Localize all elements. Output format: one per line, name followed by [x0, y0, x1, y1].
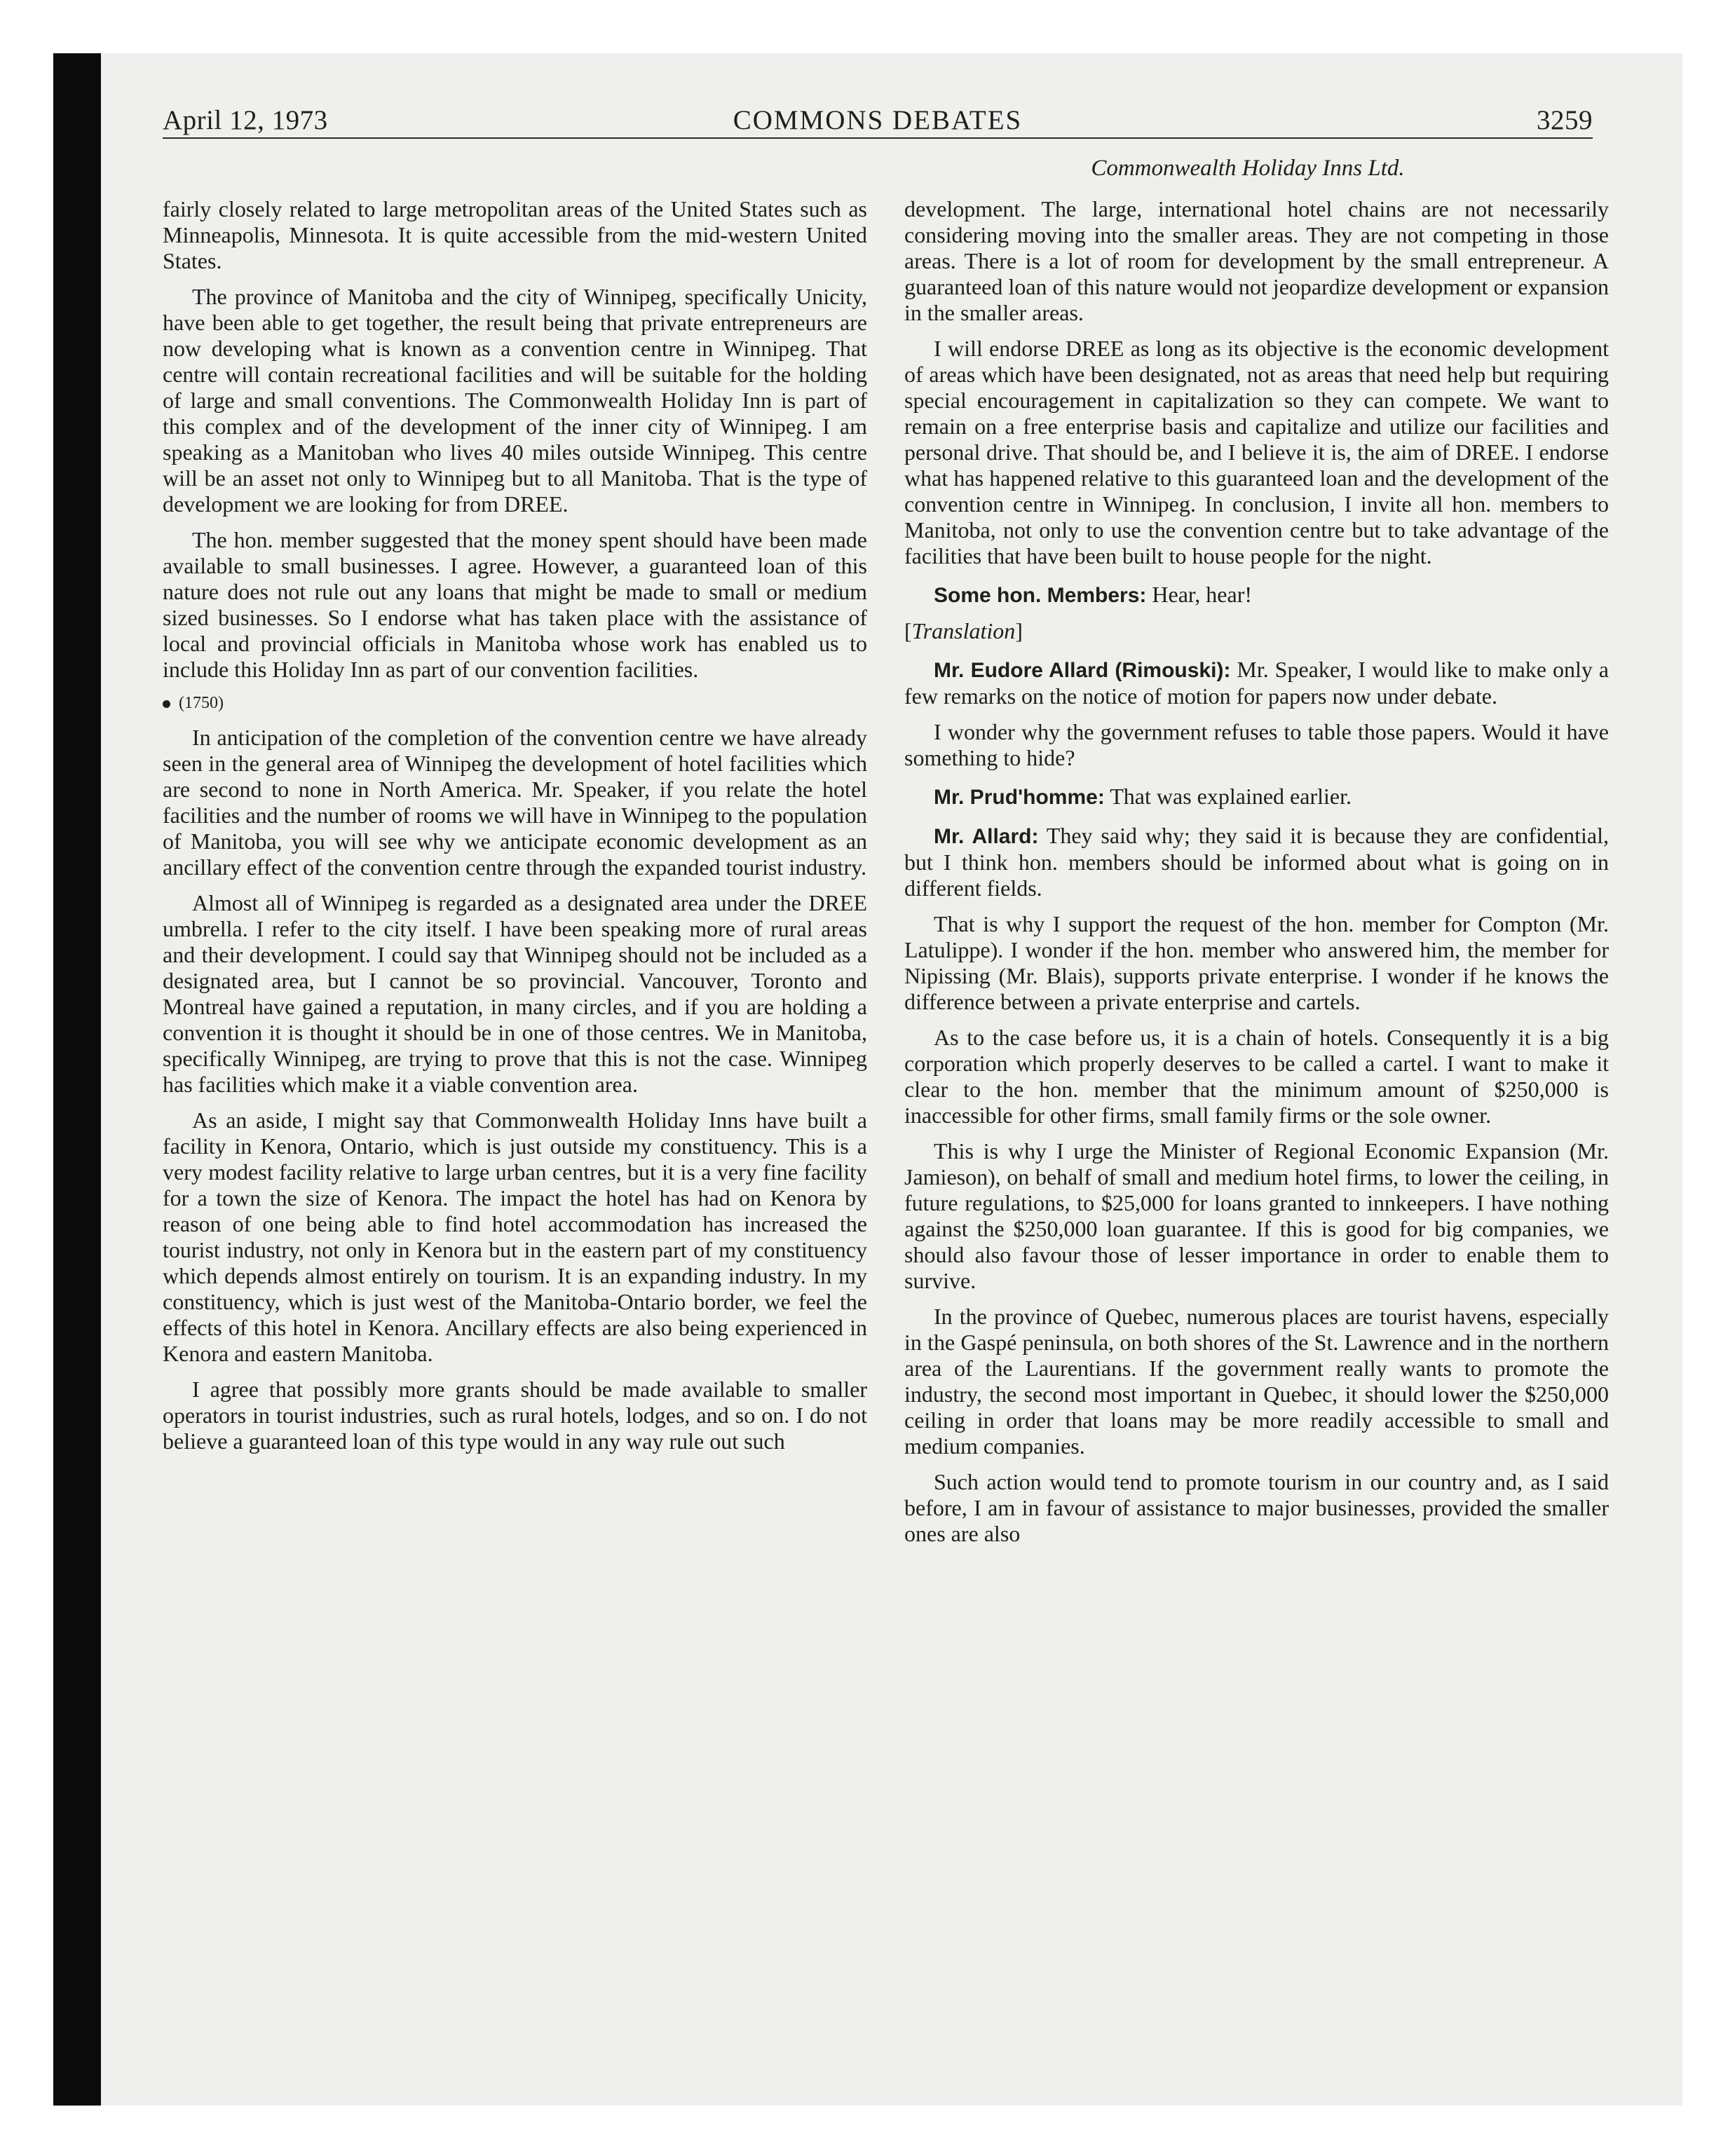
header-title: COMMONS DEBATES — [733, 105, 1023, 135]
paragraph: The province of Manitoba and the city of Winnipeg, specifically Unicity, have been able to get together, the result being that private entrepreneurs are now developing what is known as a convention centre in Winnipeg. That centre will contain recreational facilities and will be suitable for the holding of large and small conventions. The Commonwealth Holiday Inn is part of this complex and of the development of the inner city of Winnipeg. I am speaking as a Manitoban who lives 40 miles outside Winnipeg. This centre will be an asset not only to Winnipeg but to all Manitoba. That is the type of development we are looking for from DREE. — [163, 284, 867, 517]
speech-text: Hear, hear! — [1146, 582, 1252, 607]
speaker-name: Mr. Allard: — [934, 825, 1039, 848]
paragraph: development. The large, international hotel chains are not necessarily considering moving into the smaller areas. They are not competing in those areas. There is a lot of room for development by the small entrepreneur. A guaranteed loan of this nature would not jeopardize development or expansion in the smaller areas. — [904, 196, 1609, 325]
header-date: April 12, 1973 — [163, 105, 328, 135]
speech-text: That was explained earlier. — [1104, 784, 1352, 809]
speech — [904, 784, 1609, 810]
time-marker-label: (1750) — [179, 694, 224, 712]
translation-label: Translation — [911, 618, 1016, 643]
time-marker — [163, 692, 867, 714]
speech — [904, 823, 1609, 901]
speech — [904, 657, 1609, 709]
binding-edge — [53, 53, 101, 2106]
speaker-name: Mr. Prud'homme: — [934, 786, 1105, 809]
speaker-name: Mr. Eudore Allard (Rimouski): — [934, 659, 1231, 682]
paragraph: The hon. member suggested that the money spent should have been made available to small businesses. I agree. However, a guaranteed loan of this nature does not rule out any loans that might be made to small or medium sized businesses. So I endorse what has taken place with the assistance of local and provincial officials in Manitoba whose work has enabled us to include this Holiday Inn as part of our convention facilities. — [163, 527, 867, 682]
page-number: 3259 — [1537, 105, 1593, 135]
bullet-icon — [163, 700, 170, 708]
paragraph: Almost all of Winnipeg is regarded as a designated area under the DREE umbrella. I refer to the city itself. I have been speaking more of rural areas and their development. I could say that Winnipeg should not be included as a designated area, but I cannot be so provincial. Vancouver, Toronto and Montreal have gained a reputation, in many circles, and if you are holding a convention it is thought it should be in one of those centres. We in Manitoba, specifically Winnipeg, are trying to prove that this is not the case. Winnipeg has facilities which make it a viable convention area. — [163, 890, 867, 1097]
paragraph: fairly closely related to large metropolitan areas of the United States such as Minneapolis, Minnesota. It is quite accessible from the mid-western United States. — [163, 196, 867, 273]
paragraph: In the province of Quebec, numerous places are tourist havens, especially in the Gaspé peninsula, on both shores of the St. Lawrence and in the northern area of the Laurentians. If the government really wants to promote the industry, the second most important in Quebec, it should lower the $250,000 ceiling in order that loans may be more readily accessible to small and medium companies. — [904, 1304, 1609, 1459]
translation-note: [Translation] — [904, 618, 1023, 643]
running-head: Commonwealth Holiday Inns Ltd. — [1091, 156, 1405, 181]
page-header — [163, 101, 1593, 140]
speech — [904, 582, 1609, 608]
right-column — [904, 196, 1609, 1557]
paragraph: As to the case before us, it is a chain of hotels. Consequently it is a big corporation which properly deserves to be called a cartel. I want to make it clear to the hon. member that the minimum amount of $250,000 is inaccessible for other firms, small family firms or the sole owner. — [904, 1025, 1609, 1128]
paragraph: Such action would tend to promote tourism in our country and, as I said before, I am in favour of assistance to major businesses, provided the smaller ones are also — [904, 1469, 1609, 1546]
paragraph: As an aside, I might say that Commonwealth Holiday Inns have built a facility in Kenora, Ontario, which is just outside my constituency. This is a very modest facility relative to large urban centres, but it is a very fine facility for a town the size of Kenora. The impact the hotel has had on Kenora by reason of one being able to find hotel accommodation has increased the tourist industry, not only in Kenora but in the eastern part of my constituency which depends almost entirely on tourism. It is an expanding industry. In my constituency, which is just west of the Manitoba-Ontario border, we feel the effects of this hotel in Kenora. Ancillary effects are also being experienced in Kenora and eastern Manitoba. — [163, 1107, 867, 1366]
speech-text: They said why; they said it is because they are confidential, but I think hon. members should be informed about what is going on in different fields. — [904, 823, 1609, 901]
paragraph: I will endorse DREE as long as its objective is the economic development of areas which have been designated, not as areas that need help but requiring special encouragement in capitalization so they can compete. We want to remain on a free enterprise basis and capitalize and utilize our facilities and personal drive. That should be, and I believe it is, the aim of DREE. I endorse what has happened relative to this guaranteed loan and the development of the convention centre in Winnipeg. In conclusion, I invite all hon. members to Manitoba, not only to use the convention centre but to take advantage of the facilities that have been built to house people for the night. — [904, 336, 1609, 568]
paragraph: I wonder why the government refuses to table those papers. Would it have something to hide? — [904, 719, 1609, 770]
paragraph: I agree that possibly more grants should be made available to smaller operators in tourist industries, such as rural hotels, lodges, and so on. I do not believe a guaranteed loan of this type would in any way rule out such — [163, 1377, 867, 1454]
paragraph: That is why I support the request of the hon. member for Compton (Mr. Latulippe). I wonder if the hon. member who answered him, the member for Nipissing (Mr. Blais), supports private enterprise. I wonder if he knows the difference between a private enterprise and cartels. — [904, 911, 1609, 1014]
paragraph: In anticipation of the completion of the convention centre we have already seen in the general area of Winnipeg the development of hotel facilities which are second to none in North America. Mr. Speaker, if you relate the hotel facilities and the number of rooms we will have in Winnipeg to the population of Manitoba, you will see why we anticipate economic development as an ancillary effect of the convention centre through the expanded tourist industry. — [163, 725, 867, 880]
paragraph: This is why I urge the Minister of Regional Economic Expansion (Mr. Jamieson), on behalf of small and medium hotel firms, to lower the ceiling, in future regulations, to $25,000 for loans granted to innkeepers. I have nothing against the $250,000 loan guarantee. If this is good for big companies, we should also favour those of lesser importance in order to enable them to survive. — [904, 1138, 1609, 1293]
header-rule — [163, 137, 1593, 139]
speech-text: Mr. Speaker, I would like to make only a few remarks on the notice of motion for papers now under debate. — [904, 657, 1609, 709]
left-column — [163, 196, 867, 1464]
speaker-name: Some hon. Members: — [934, 584, 1147, 607]
